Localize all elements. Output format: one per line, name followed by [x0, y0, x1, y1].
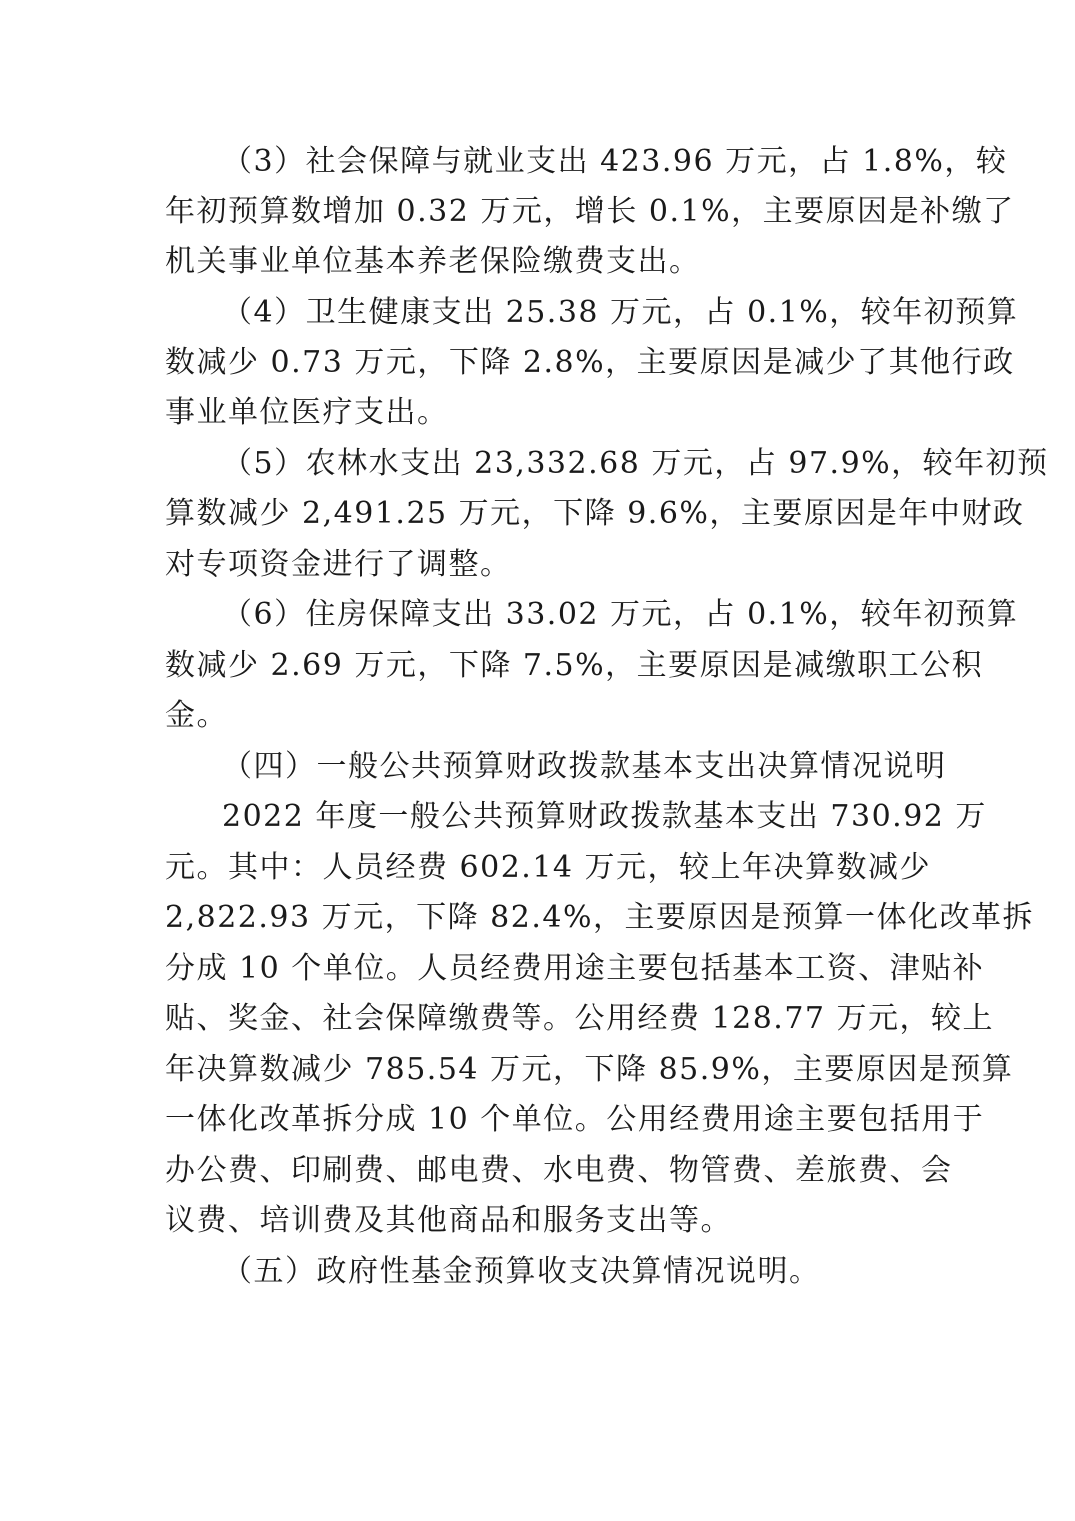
text-line-17: 分成 10 个单位。人员经费用途主要包括基本工资、津贴补: [165, 951, 985, 986]
text-line-16: 2,822.93 万元，下降 82.4%，主要原因是预算一体化改革拆: [165, 900, 1034, 935]
text-line-3: 机关事业单位基本养老保险缴费支出。: [165, 244, 701, 279]
text-line-7: （5）农林水支出 23,332.68 万元，占 97.9%，较年初预: [222, 446, 1049, 481]
text-line-5: 数减少 0.73 万元，下降 2.8%，主要原因是减少了其他行政: [165, 345, 1015, 380]
text-line-18: 贴、奖金、社会保障缴费等。公用经费 128.77 万元，较上: [165, 1001, 995, 1036]
text-line-14: 2022 年度一般公共预算财政拨款基本支出 730.92 万: [222, 799, 987, 834]
text-line-21: 办公费、印刷费、邮电费、水电费、物管费、差旅费、会: [165, 1153, 953, 1188]
text-line-11: 数减少 2.69 万元，下降 7.5%，主要原因是减缴职工公积: [165, 648, 984, 683]
text-line-1: （3）社会保障与就业支出 423.96 万元，占 1.8%，较: [222, 144, 1008, 179]
text-line-9: 对专项资金进行了调整。: [165, 547, 512, 582]
section-heading-5: （五）政府性基金预算收支决算情况说明。: [222, 1254, 821, 1289]
text-line-20: 一体化改革拆分成 10 个单位。公用经费用途主要包括用于: [165, 1102, 985, 1137]
text-line-10: （6）住房保障支出 33.02 万元，占 0.1%，较年初预算: [222, 597, 1019, 632]
text-line-8: 算数减少 2,491.25 万元，下降 9.6%，主要原因是年中财政: [165, 496, 1025, 531]
text-line-22: 议费、培训费及其他商品和服务支出等。: [165, 1203, 732, 1238]
text-line-6: 事业单位医疗支出。: [165, 395, 449, 430]
text-line-2: 年初预算数增加 0.32 万元，增长 0.1%，主要原因是补缴了: [165, 194, 1015, 229]
section-heading-4: （四）一般公共预算财政拨款基本支出决算情况说明: [222, 749, 947, 784]
text-line-19: 年决算数减少 785.54 万元，下降 85.9%，主要原因是预算: [165, 1052, 1014, 1087]
text-line-15: 元。其中：人员经费 602.14 万元，较上年决算数减少: [165, 850, 932, 885]
text-line-12: 金。: [165, 698, 228, 733]
text-line-4: （4）卫生健康支出 25.38 万元，占 0.1%，较年初预算: [222, 295, 1019, 330]
